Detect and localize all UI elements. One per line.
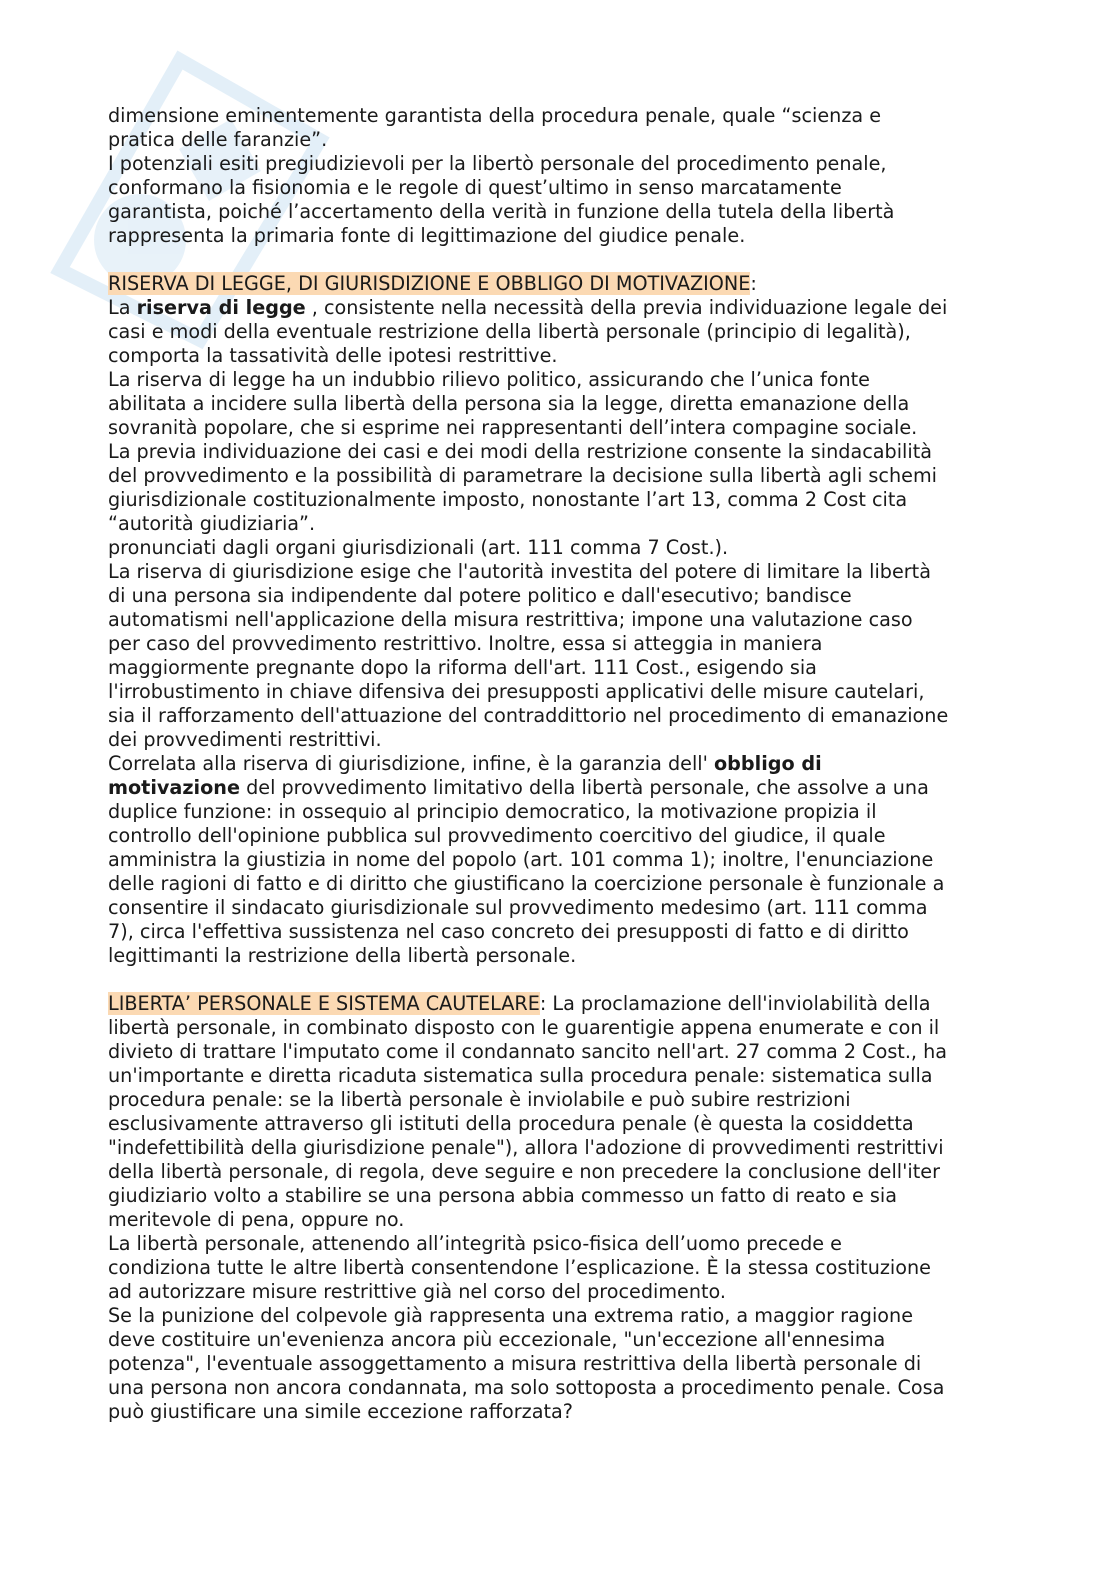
text-line: garantista, poiché l’accertamento della verità in funzione della tutela della libertà <box>108 200 895 223</box>
text-line: procedura penale: se la libertà personale è inviolabile e può subire restrizioni <box>108 1088 851 1111</box>
text-line: maggiormente pregnante dopo la riforma dell'art. 111 Cost., esigendo sia <box>108 656 817 679</box>
heading-colon: : <box>750 272 757 295</box>
text-line: delle ragioni di fatto e di diritto che giustificano la coercizione personale è funzionale a <box>108 872 945 895</box>
text-line: può giustificare una simile eccezione rafforzata? <box>108 1400 573 1423</box>
text-line: giurisdizionale costituzionalmente imposto, nonostante l’art 13, comma 2 Cost cita <box>108 488 908 511</box>
text-line: libertà personale, in combinato disposto con le guarentigie appena enumerate e con il <box>108 1016 940 1039</box>
text-line: abilitata a incidere sulla libertà della persona sia la legge, diretta emanazione della <box>108 392 910 415</box>
text-line <box>108 752 1008 776</box>
section-riserva <box>108 272 1008 968</box>
section-liberta <box>108 992 1008 1424</box>
text-line: una persona non ancora condannata, ma solo sottoposta a procedimento penale. Cosa <box>108 1376 945 1399</box>
text-line: del provvedimento e la possibilità di parametrare la decisione sulla libertà agli schemi <box>108 464 937 487</box>
text-line: esclusivamente attraverso gli istituti della procedura penale (è questa la cosiddetta <box>108 1112 914 1135</box>
text-line: “autorità giudiziaria”. <box>108 512 316 535</box>
text-span: , consistente nella necessità della previa individuazione legale dei <box>305 296 948 319</box>
text-line: pratica delle faranzie”. <box>108 128 328 151</box>
text-line: sia il rafforzamento dell'attuazione del contraddittorio nel procedimento di emanazione <box>108 704 949 727</box>
text-line: duplice funzione: in ossequio al principio democratico, la motivazione propizia il <box>108 800 877 823</box>
text-line: l'irrobustimento in chiave difensiva dei presupposti applicativi delle misure cautelari, <box>108 680 925 703</box>
text-line: condiziona tutte le altre libertà consentendone l’esplicazione. È la stessa costituzione <box>108 1256 931 1279</box>
text-line: di una persona sia indipendente dal potere politico e dall'esecutivo; bandisce <box>108 584 852 607</box>
text-line: consentire il sindacato giurisdizionale sul provvedimento medesimo (art. 111 comma <box>108 896 928 919</box>
text-line: potenza", l'eventuale assoggettamento a misura restrittiva della libertà personale di <box>108 1352 922 1375</box>
text-line: rappresenta la primaria fonte di legittimazione del giudice penale. <box>108 224 746 247</box>
text-line: sovranità popolare, che si esprime nei rappresentanti dell’intera compagine sociale. <box>108 416 918 439</box>
intro-paragraph <box>108 104 1008 248</box>
text-line: I potenziali esiti pregiudizievoli per la libertò personale del procedimento penale, <box>108 152 887 175</box>
text-line: della libertà personale, di regola, deve seguire e non precedere la conclusione dell'iter <box>108 1160 940 1183</box>
text-line: dei provvedimenti restrittivi. <box>108 728 382 751</box>
section-heading-line <box>108 272 1008 296</box>
text-line: 7), circa l'effettiva sussistenza nel caso concreto dei presupposti di fatto e di diritto <box>108 920 909 943</box>
text-span: del provvedimento limitativo della libertà personale, che assolve a una <box>239 776 929 799</box>
text-line <box>108 776 1008 800</box>
text-line: comporta la tassatività delle ipotesi restrittive. <box>108 344 558 367</box>
bold-term: riserva di legge <box>136 296 306 319</box>
text-line <box>108 296 1008 320</box>
text-line: ad autorizzare misure restrittive già nel corso del procedimento. <box>108 1280 727 1303</box>
text-line: automatismi nell'applicazione della misura restrittiva; impone una valutazione caso <box>108 608 913 631</box>
text-line: casi e modi della eventuale restrizione della libertà personale (principio di legalità), <box>108 320 911 343</box>
bold-term: obbligo di <box>714 752 822 775</box>
document-page <box>108 104 1008 1424</box>
text-line: giudiziario volto a stabilire se una persona abbia commesso un fatto di reato e sia <box>108 1184 897 1207</box>
text-line: La riserva di giurisdizione esige che l'autorità investita del potere di limitare la libertà <box>108 560 931 583</box>
text-line: amministra la giustizia in nome del popolo (art. 101 comma 1); inoltre, l'enunciazione <box>108 848 934 871</box>
text-line: Se la punizione del colpevole già rappresenta una extrema ratio, a maggior ragione <box>108 1304 914 1327</box>
text-span: : La proclamazione dell'inviolabilità della <box>539 992 931 1015</box>
text-line: deve costituire un'evenienza ancora più eccezionale, "un'eccezione all'ennesima <box>108 1328 886 1351</box>
text-span: Correlata alla riserva di giurisdizione, infine, è la garanzia dell' <box>108 752 714 775</box>
text-line <box>108 992 1008 1016</box>
text-line: per caso del provvedimento restrittivo. Inoltre, essa si atteggia in maniera <box>108 632 823 655</box>
text-line: meritevole di pena, oppure no. <box>108 1208 405 1231</box>
text-line: La previa individuazione dei casi e dei modi della restrizione consente la sindacabilità <box>108 440 932 463</box>
text-line: divieto di trattare l'imputato come il condannato sancito nell'art. 27 comma 2 Cost., ha <box>108 1040 948 1063</box>
text-line: legittimanti la restrizione della libertà personale. <box>108 944 577 967</box>
text-line: La riserva di legge ha un indubbio rilievo politico, assicurando che l’unica fonte <box>108 368 870 391</box>
paragraph-gap <box>108 968 1008 992</box>
section-heading: RISERVA DI LEGGE, DI GIURISDIZIONE E OBBLIGO DI MOTIVAZIONE <box>108 272 751 295</box>
text-line: conformano la fisionomia e le regole di quest’ultimo in senso marcatamente <box>108 176 842 199</box>
text-line: controllo dell'opinione pubblica sul provvedimento coercitivo del giudice, il quale <box>108 824 886 847</box>
bold-term: motivazione <box>108 776 240 799</box>
text-span: La <box>108 296 137 319</box>
text-line: un'importante e diretta ricaduta sistematica sulla procedura penale: sistematica sulla <box>108 1064 933 1087</box>
text-line: dimensione eminentemente garantista della procedura penale, quale “scienza e <box>108 104 882 127</box>
text-line: pronunciati dagli organi giurisdizionali (art. 111 comma 7 Cost.). <box>108 536 729 559</box>
section-heading: LIBERTA’ PERSONALE E SISTEMA CAUTELARE <box>108 992 540 1015</box>
text-line: "indefettibilità della giurisdizione penale"), allora l'adozione di provvedimenti restrittivi <box>108 1136 944 1159</box>
paragraph-gap <box>108 248 1008 272</box>
text-line: La libertà personale, attenendo all’integrità psico-fisica dell’uomo precede e <box>108 1232 842 1255</box>
